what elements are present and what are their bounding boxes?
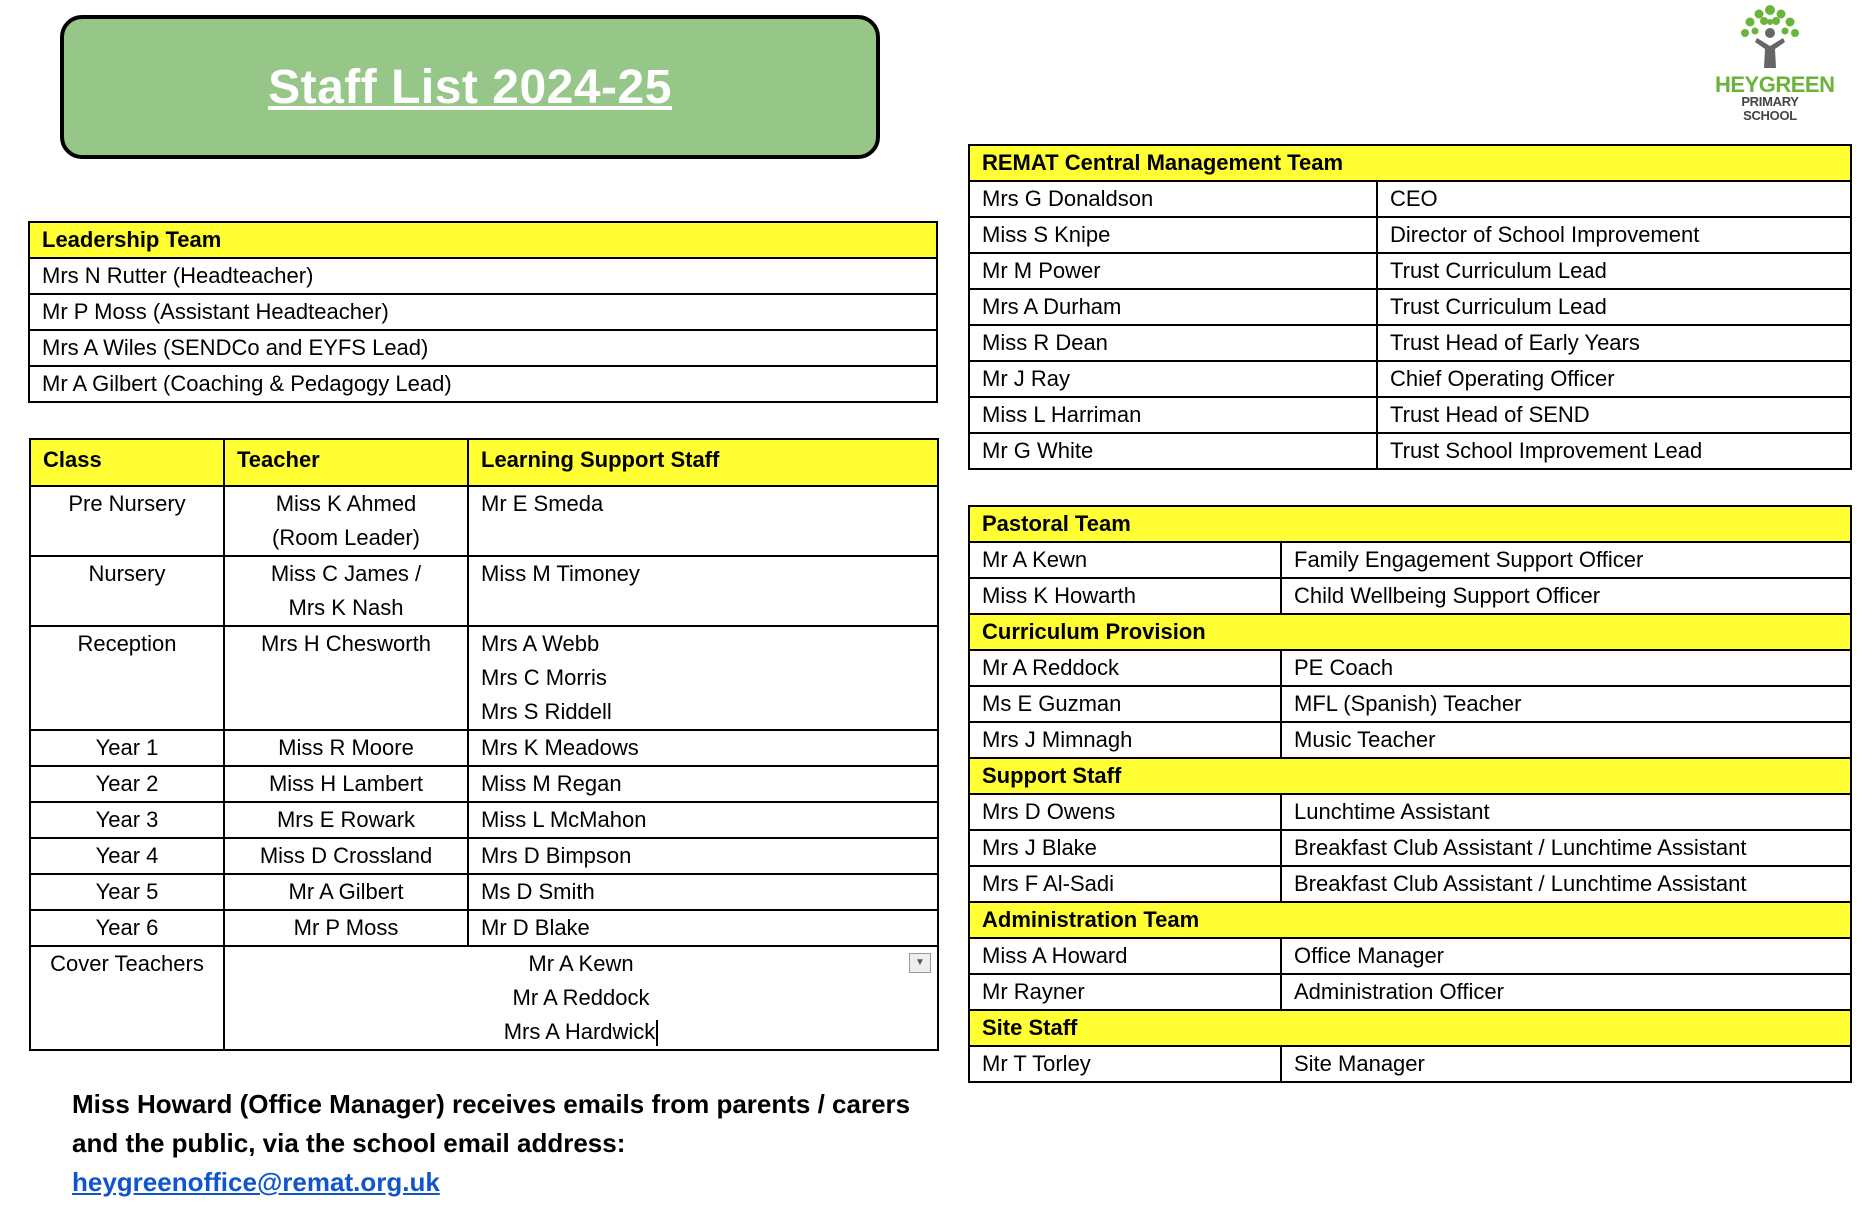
staff-name: Mr Rayner: [969, 974, 1281, 1010]
class-support-staff: [468, 486, 938, 556]
remat-row: [969, 361, 1851, 397]
class-name: Reception: [30, 626, 224, 730]
staff-role: Chief Operating Officer: [1377, 361, 1851, 397]
team-row: [969, 722, 1851, 758]
class-row: [30, 556, 938, 626]
team-header-row: [969, 506, 1851, 542]
class-table: [29, 438, 939, 1051]
class-teacher: [224, 766, 468, 802]
staff-name: Mr A Kewn: [969, 542, 1281, 578]
team-header-row: [969, 902, 1851, 938]
support-staff-line: Mr D Blake: [481, 915, 590, 940]
remat-row: [969, 433, 1851, 469]
staff-name: Miss L Harriman: [969, 397, 1377, 433]
staff-name: Miss A Howard: [969, 938, 1281, 974]
staff-role: Office Manager: [1281, 938, 1851, 974]
leadership-member: Mr P Moss (Assistant Headteacher): [29, 294, 937, 330]
support-header: Learning Support Staff: [468, 439, 938, 486]
cover-teachers-cell: [224, 946, 938, 1050]
class-name: Year 2: [30, 766, 224, 802]
staff-role: Trust Curriculum Lead: [1377, 253, 1851, 289]
teacher-line: Mr P Moss: [293, 915, 399, 940]
class-teacher: [224, 626, 468, 730]
staff-name: Mr G White: [969, 433, 1377, 469]
class-name: Year 1: [30, 730, 224, 766]
staff-name: Mrs A Durham: [969, 289, 1377, 325]
teacher-line: (Room Leader): [272, 525, 420, 550]
class-row: [30, 486, 938, 556]
teacher-header: Teacher: [224, 439, 468, 486]
contact-note-text: Miss Howard (Office Manager) receives emails from parents / carers and the public, via the school email address:: [72, 1089, 911, 1158]
page-title: Staff List 2024-25: [268, 60, 672, 114]
leadership-table: [28, 221, 938, 403]
support-staff-line: Miss M Regan: [481, 771, 622, 796]
contact-note: [72, 1085, 952, 1202]
staff-name: Ms E Guzman: [969, 686, 1281, 722]
cover-teacher: Mr A Reddock: [512, 985, 650, 1010]
class-row: [30, 802, 938, 838]
remat-row: [969, 397, 1851, 433]
class-row: [30, 874, 938, 910]
staff-role: Breakfast Club Assistant / Lunchtime Assistant: [1281, 866, 1851, 902]
remat-row: [969, 217, 1851, 253]
staff-name: Mr J Ray: [969, 361, 1377, 397]
class-support-staff: [468, 766, 938, 802]
class-name: Year 4: [30, 838, 224, 874]
leadership-member: Mrs N Rutter (Headteacher): [29, 258, 937, 294]
class-row: [30, 910, 938, 946]
remat-row: [969, 181, 1851, 217]
class-name: Nursery: [30, 556, 224, 626]
class-support-staff: [468, 802, 938, 838]
staff-role: Trust Head of SEND: [1377, 397, 1851, 433]
team-header-row: [969, 614, 1851, 650]
class-support-staff: [468, 626, 938, 730]
remat-header: REMAT Central Management Team: [969, 145, 1851, 181]
staff-role: Administration Officer: [1281, 974, 1851, 1010]
staff-role: Trust Curriculum Lead: [1377, 289, 1851, 325]
class-name: Year 3: [30, 802, 224, 838]
staff-name: Mr M Power: [969, 253, 1377, 289]
staff-name: Miss R Dean: [969, 325, 1377, 361]
staff-name: Mr T Torley: [969, 1046, 1281, 1082]
leadership-header: Leadership Team: [29, 222, 937, 258]
school-logo: [1715, 2, 1835, 123]
team-row: [969, 686, 1851, 722]
class-teacher: [224, 802, 468, 838]
class-name: Year 6: [30, 910, 224, 946]
support-staff-line: Mrs A Webb: [481, 631, 600, 656]
staff-name: Mrs G Donaldson: [969, 181, 1377, 217]
team-row: [969, 578, 1851, 614]
staff-role: Trust School Improvement Lead: [1377, 433, 1851, 469]
staff-role: Family Engagement Support Officer: [1281, 542, 1851, 578]
teacher-line: Miss R Moore: [278, 735, 414, 760]
logo-subtitle: PRIMARY SCHOOL: [1741, 94, 1799, 123]
teams-table: [968, 505, 1852, 1083]
team-row: [969, 830, 1851, 866]
staff-role: Site Manager: [1281, 1046, 1851, 1082]
remat-row: [969, 289, 1851, 325]
remat-row: [969, 253, 1851, 289]
class-support-staff: [468, 838, 938, 874]
staff-name: Miss K Howarth: [969, 578, 1281, 614]
staff-role: Director of School Improvement: [1377, 217, 1851, 253]
class-row: [30, 626, 938, 730]
teacher-line: Mrs H Chesworth: [261, 631, 431, 656]
teacher-line: Miss H Lambert: [268, 771, 424, 796]
teacher-line: Miss C James /: [270, 561, 422, 586]
team-row: [969, 974, 1851, 1010]
staff-name: Mrs F Al-Sadi: [969, 866, 1281, 902]
support-staff-line: Mrs K Meadows: [481, 735, 639, 760]
class-name: Pre Nursery: [30, 486, 224, 556]
staff-role: MFL (Spanish) Teacher: [1281, 686, 1851, 722]
staff-role: Lunchtime Assistant: [1281, 794, 1851, 830]
staff-name: Mr A Reddock: [969, 650, 1281, 686]
remat-table: [968, 144, 1852, 470]
staff-role: PE Coach: [1281, 650, 1851, 686]
class-row: [30, 838, 938, 874]
support-staff-line: Miss L McMahon: [481, 807, 647, 832]
support-staff-line: Mrs C Morris: [481, 665, 607, 690]
team-row: [969, 794, 1851, 830]
title-box: [60, 15, 880, 159]
team-header-row: [969, 758, 1851, 794]
support-staff-line: Mr E Smeda: [481, 491, 604, 516]
teacher-line: Mrs E Rowark: [276, 807, 416, 832]
staff-name: Miss S Knipe: [969, 217, 1377, 253]
team-header: Administration Team: [969, 902, 1851, 938]
email-link[interactable]: heygreenoffice@remat.org.uk: [72, 1167, 440, 1197]
teacher-line: Mrs K Nash: [288, 595, 404, 620]
staff-role: Breakfast Club Assistant / Lunchtime Assistant: [1281, 830, 1851, 866]
text-cursor: [656, 1020, 658, 1046]
team-row: [969, 542, 1851, 578]
class-teacher: [224, 486, 468, 556]
staff-role: Music Teacher: [1281, 722, 1851, 758]
support-staff-line: Miss M Timoney: [481, 561, 640, 586]
team-header: Curriculum Provision: [969, 614, 1851, 650]
tree-person-icon: [1735, 2, 1805, 70]
class-support-staff: [468, 874, 938, 910]
team-row: [969, 866, 1851, 902]
class-name: Year 5: [30, 874, 224, 910]
team-row: [969, 1046, 1851, 1082]
leadership-member: Mrs A Wiles (SENDCo and EYFS Lead): [29, 330, 937, 366]
remat-row: [969, 325, 1851, 361]
team-header-row: [969, 1010, 1851, 1046]
class-teacher: [224, 730, 468, 766]
support-staff-line: Mrs D Bimpson: [481, 843, 632, 868]
cover-teacher: [237, 1015, 925, 1049]
cover-teacher: Mr A Kewn: [528, 951, 634, 976]
cover-label: Cover Teachers: [30, 946, 224, 1050]
staff-name: Mrs J Mimnagh: [969, 722, 1281, 758]
class-teacher: [224, 874, 468, 910]
staff-role: Trust Head of Early Years: [1377, 325, 1851, 361]
class-teacher: [224, 838, 468, 874]
class-header: Class: [30, 439, 224, 486]
staff-role: CEO: [1377, 181, 1851, 217]
class-row: [30, 766, 938, 802]
teacher-line: Mr A Gilbert: [288, 879, 404, 904]
teacher-line: Miss D Crossland: [259, 843, 433, 868]
class-teacher: [224, 910, 468, 946]
teacher-line: Miss K Ahmed: [275, 491, 417, 516]
class-teacher: [224, 556, 468, 626]
staff-role: Child Wellbeing Support Officer: [1281, 578, 1851, 614]
support-staff-line: Mrs S Riddell: [481, 699, 612, 724]
team-header: Pastoral Team: [969, 506, 1851, 542]
logo-name: HEYGREEN: [1715, 72, 1835, 97]
team-header: Site Staff: [969, 1010, 1851, 1046]
staff-name: Mrs D Owens: [969, 794, 1281, 830]
support-staff-line: Ms D Smith: [481, 879, 595, 904]
class-support-staff: [468, 730, 938, 766]
staff-name: Mrs J Blake: [969, 830, 1281, 866]
team-row: [969, 938, 1851, 974]
class-support-staff: [468, 910, 938, 946]
team-row: [969, 650, 1851, 686]
team-header: Support Staff: [969, 758, 1851, 794]
cover-teacher-name: Mrs A Hardwick: [503, 1019, 656, 1044]
class-support-staff: [468, 556, 938, 626]
class-row: [30, 730, 938, 766]
leadership-member: Mr A Gilbert (Coaching & Pedagogy Lead): [29, 366, 937, 402]
dropdown-arrow-icon[interactable]: ▼: [909, 953, 931, 973]
